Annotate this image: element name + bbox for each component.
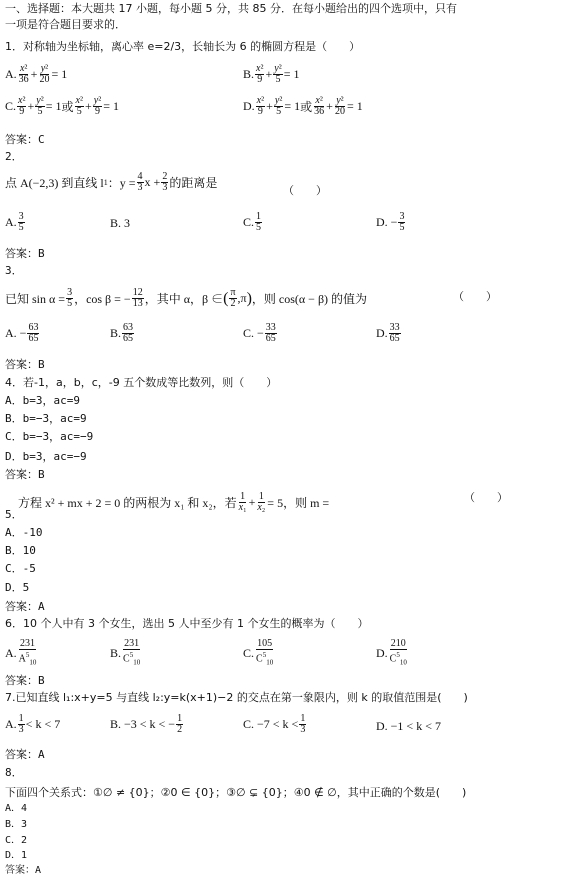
q7-option-b: B. −3 < k < − $\frac{1}{2}$ [110,713,183,735]
q5-paren: （ ） [464,491,508,504]
q3-answer: 答案：B [5,358,45,371]
q2-option-a: A. $\frac{3}{5}$ [5,211,24,233]
q8-option-a: A．4 [5,803,28,814]
q3-d-label: D. [376,326,388,340]
q7-a-tail: < k < 7 [25,717,61,731]
q6-option-d: D. $\frac{210}{C^5_{10}}$ [376,638,407,667]
q4-option-d: D．b=3，ac=−9 [5,450,87,463]
q1-option-d: D. $\frac{\text{x²}}{9}$ + $\frac{\text{y²}}{5}$ = 1 或 $\frac{\text{x²}}{36}$ + $\frac{\text{y²}}{20}$ = 1 [243,95,363,117]
q3-option-a: A. − $\frac{63}{65}$ [5,322,39,344]
q3-b-label: B. [110,326,122,340]
q8-number: 8． [5,766,23,779]
q6-option-a: A. $\frac{231}{A^5_{10}}$ [5,638,37,667]
q1-stem: 1．对称轴为坐标轴，离心率 e=2/3，长轴长为 6 的椭圆方程是（ ） [5,40,361,53]
q2-option-d: D. − $\frac{3}{5}$ [376,211,405,233]
q3-stem: 已知 sin α = $\frac{3}{5}$ ，cos β = − $\frac{12}{13}$ ，其中 α，β ∈ ( $\frac{\pi}{2}$ ,π ) ，则 cos(α − β) 的值为 [5,287,368,309]
q2-stem-suffix: 的距离是 [169,176,218,190]
q2-number: 2． [5,150,23,163]
q1-a-label: A. [5,67,17,81]
q4-stem: 4．若-1，a，b，c，-9 五个数成等比数列，则（ ） [5,376,278,389]
q1-d-label: D. [243,99,255,113]
q3-stem-c: ，其中 α，β ∈ [144,292,224,306]
q1-option-c: C. $\frac{\text{x²}}{9}$ + $\frac{\text{y²}}{5}$ = 1 或 $\frac{\text{x²}}{5}$ + $\frac{\text{y²}}{9}$ = 1 [5,95,119,117]
q2-answer: 答案：B [5,247,45,260]
q7-answer: 答案：A [5,748,45,761]
q2-c-label: C. [243,215,255,229]
q2-stem-prefix: 点 A(−2,3) 到直线 l [5,176,104,190]
q5-option-b: B．10 [5,544,36,557]
q8-stem: 下面四个关系式：①∅ ≠ {0}；②0 ∈ {0}；③∅ ⊊ {0}；④0 ∉ ∅，其中正确的个数是( ) [5,786,467,799]
q4-answer: 答案：B [5,468,45,481]
q7-option-d: D. −1 < k < 7 [376,719,441,733]
q6-b-label: B. [110,645,122,660]
q3-option-d: D. $\frac{33}{65}$ [376,322,400,344]
q8-option-d: D．1 [5,850,28,861]
q2-option-c: C. $\frac{1}{5}$ [243,211,262,233]
q2-stem-mid: ：y = [107,176,136,190]
q4-option-c: C．b=−3，ac=−9 [5,430,94,443]
q7-a-label: A. [5,717,17,731]
q5-answer: 答案：A [5,600,45,613]
q3-paren: （ ） [453,290,497,303]
q4-option-b: B．b=−3，ac=9 [5,412,87,425]
q5-option-a: A．-10 [5,526,43,539]
q3-stem-d: ，则 cos(α − β) 的值为 [251,292,368,306]
q3-option-c: C. − $\frac{33}{65}$ [243,322,276,344]
q5-option-d: D．5 [5,581,30,594]
q2-stem-plus: x + [144,175,161,189]
q2-paren: （ ） [283,184,327,197]
q1-c-or: 或 [61,100,74,114]
q6-option-c: C. $\frac{105}{C^5_{10}}$ [243,638,274,667]
q4-option-a: A．b=3，ac=9 [5,394,80,407]
q1-answer: 答案：C [5,133,45,146]
q7-c-label: C. −7 < k < [243,717,299,731]
q7-b-label: B. −3 < k < − [110,717,176,731]
q8-option-c: C．2 [5,835,28,846]
q6-option-b: B. $\frac{231}{C^5_{10}}$ [110,638,141,667]
q1-option-a: A. $\frac{\text{x²}}{36}$ + $\frac{\text{y²}}{20}$ = 1 [5,63,68,85]
q2-d-label: D. − [376,215,398,229]
q1-option-b: B. $\frac{\text{x²}}{9}$ + $\frac{\text{y²}}{5}$ = 1 [243,63,300,85]
q6-answer: 答案：B [5,674,45,687]
q5-number: 5． [5,508,23,521]
q2-stem: 点 A(−2,3) 到直线 l 1 ：y = $\frac{4}{3}$ x + $\frac{2}{3}$ 的距离是 [5,171,218,193]
q7-option-a: A. $\frac{1}{3}$ < k < 7 [5,713,61,735]
q7-stem: 7.已知直线 l₁:x+y=5 与直线 l₂:y=k(x+1)−2 的交点在第一象限内，则 k 的取值范围是( ) [5,691,468,704]
q8-option-b: B．3 [5,819,28,830]
q1-d-or: 或 [300,100,313,114]
q6-stem: 6．10 个人中有 3 个女生，选出 5 人中至少有 1 个女生的概率为（ ） [5,617,369,630]
q6-d-label: D. [376,645,388,660]
q3-stem-a: 已知 sin α = [5,292,66,306]
q7-option-c: C. −7 < k < $\frac{1}{3}$ [243,713,306,735]
q3-option-b: B. $\frac{63}{65}$ [110,322,134,344]
q6-a-label: A. [5,645,17,660]
section-intro-line2: 一项是符合题目要求的． [5,18,126,31]
q2-option-b: B. 3 [110,216,131,230]
q5-stem-b: = 5，则 m = [267,496,330,510]
q1-c-label: C. [5,99,17,113]
q2-a-label: A. [5,215,17,229]
q3-number: 3． [5,264,23,277]
q3-a-label: A. − [5,326,27,340]
q3-stem-b: ，cos β = − [74,292,131,306]
q1-b-label: B. [243,67,255,81]
section-intro-line1: 一、选择题：本大题共 17 小题，每小题 5 分，共 85 分．在每小题给出的四个选项中，只有 [5,2,457,15]
q6-c-label: C. [243,645,255,660]
q3-c-label: C. − [243,326,264,340]
q8-answer: 答案：A [5,865,42,876]
q5-stem: 方程 x² + mx + 2 = 0 的两根为 x₁ 和 x₂，若 $\frac{1}{\text{x₁}}$ + $\frac{1}{\text{x₂}}$ = 5，则 m = [18,491,330,513]
q5-stem-a: 方程 x² + mx + 2 = 0 的两根为 x₁ 和 x₂，若 [18,496,237,510]
q5-option-c: C．-5 [5,562,36,575]
